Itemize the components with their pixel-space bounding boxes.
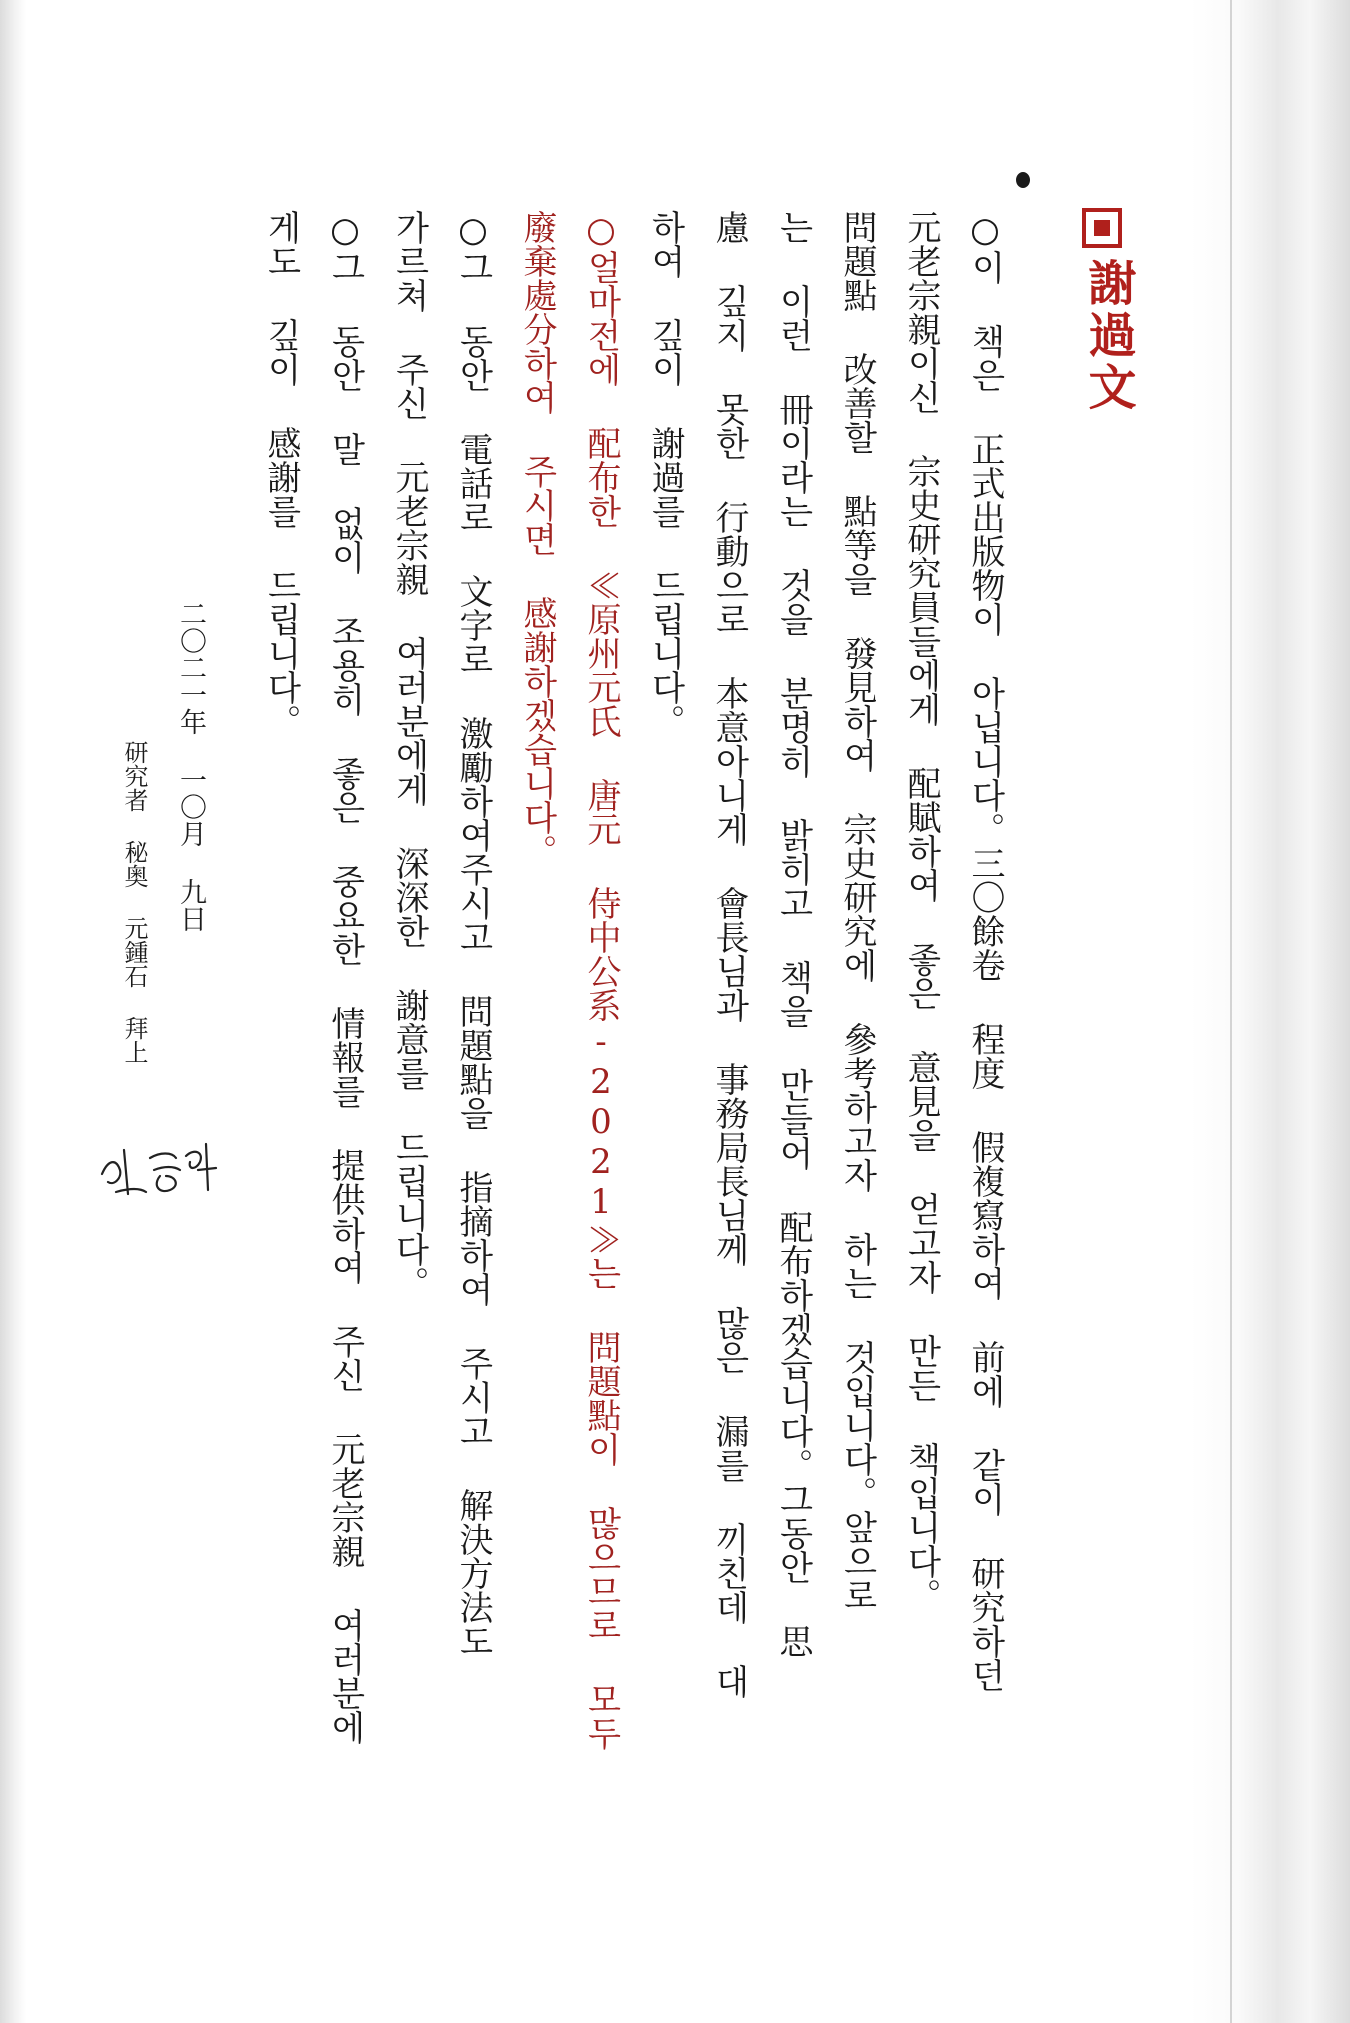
column-text: 그 동안 말 없이 조용히 좋은 중요한 情報를 提供하여 주신 元老宗親 여러분에: [325, 250, 365, 1744]
column-text: 게도 깊이 感謝를 드립니다。: [261, 210, 301, 738]
paragraph-column-2: [898, 210, 944, 1612]
column-text: 는 이런 冊이라는 것을 분명히 밝히고 책을 만들어 配布하겠습니다。그동안 思: [773, 210, 813, 1658]
paragraph-column-10: [386, 210, 432, 1300]
column-text: 가르쳐 주신 元老宗親 여러분에게 深深한 謝意를 드립니다。: [389, 210, 429, 1300]
paragraph-column-7: [578, 210, 624, 1750]
column-text: 廢棄處分하여 주시면 感謝하겠습니다。: [517, 210, 557, 868]
column-text: 慮 깊지 못한 行動으로 本意아니게 會長님과 事務局長님께 많은 漏를 끼친데 대: [709, 210, 749, 1698]
title-square-icon: [1082, 208, 1122, 248]
signer-line: 研究者 秘奥 元鍾石 拜上: [120, 740, 148, 1064]
paragraph-column-6: [642, 210, 688, 738]
column-text: 얼마전에 配布한 ≪原州元氏 唐元 侍中公系-2021≫는 問題點이 많으므로 모두: [581, 250, 621, 1750]
paragraph-column-12: [258, 210, 304, 738]
circle-bullet-icon: ○: [453, 210, 493, 250]
column-text: 問題點 改善할 點等을 發見하여 宗史研究에 參考하고자 하는 것입니다。앞으로: [837, 210, 877, 1612]
paragraph-column-3: [834, 210, 880, 1612]
column-text: 이 책은 正式出版物이 아닙니다。三〇餘卷 程度 假複寫하여 前에 같이 研究하던: [965, 250, 1005, 1692]
page-edge-line: [1230, 0, 1232, 2023]
paragraph-column-9: [450, 210, 496, 1658]
page-edge: [1190, 0, 1350, 2023]
scan-gutter-shadow: [0, 0, 26, 2023]
document-date: 二〇二一年 一〇月 九日: [175, 600, 206, 932]
ink-dot: [1016, 172, 1030, 188]
circle-bullet-icon: ○: [581, 210, 621, 250]
paragraph-column-4: [770, 210, 816, 1658]
column-text: 하여 깊이 謝過를 드립니다。: [645, 210, 685, 738]
paragraph-column-5: [706, 210, 752, 1698]
paragraph-column-8: [514, 210, 560, 868]
circle-bullet-icon: ○: [325, 210, 365, 250]
column-text: 元老宗親이신 宗史研究員들에게 配賦하여 좋은 意見을 얻고자 만든 책입니다。: [901, 210, 941, 1612]
column-text: 그 동안 電話로 文字로 激勵하여주시고 問題點을 指摘하여 주시고 解決方法도: [453, 250, 493, 1658]
document-title: 謝過文: [1080, 258, 1136, 414]
circle-bullet-icon: ○: [965, 210, 1005, 250]
handwritten-signature: [94, 1130, 224, 1210]
paragraph-column-11: [322, 210, 368, 1744]
paragraph-column-1: [962, 210, 1008, 1692]
